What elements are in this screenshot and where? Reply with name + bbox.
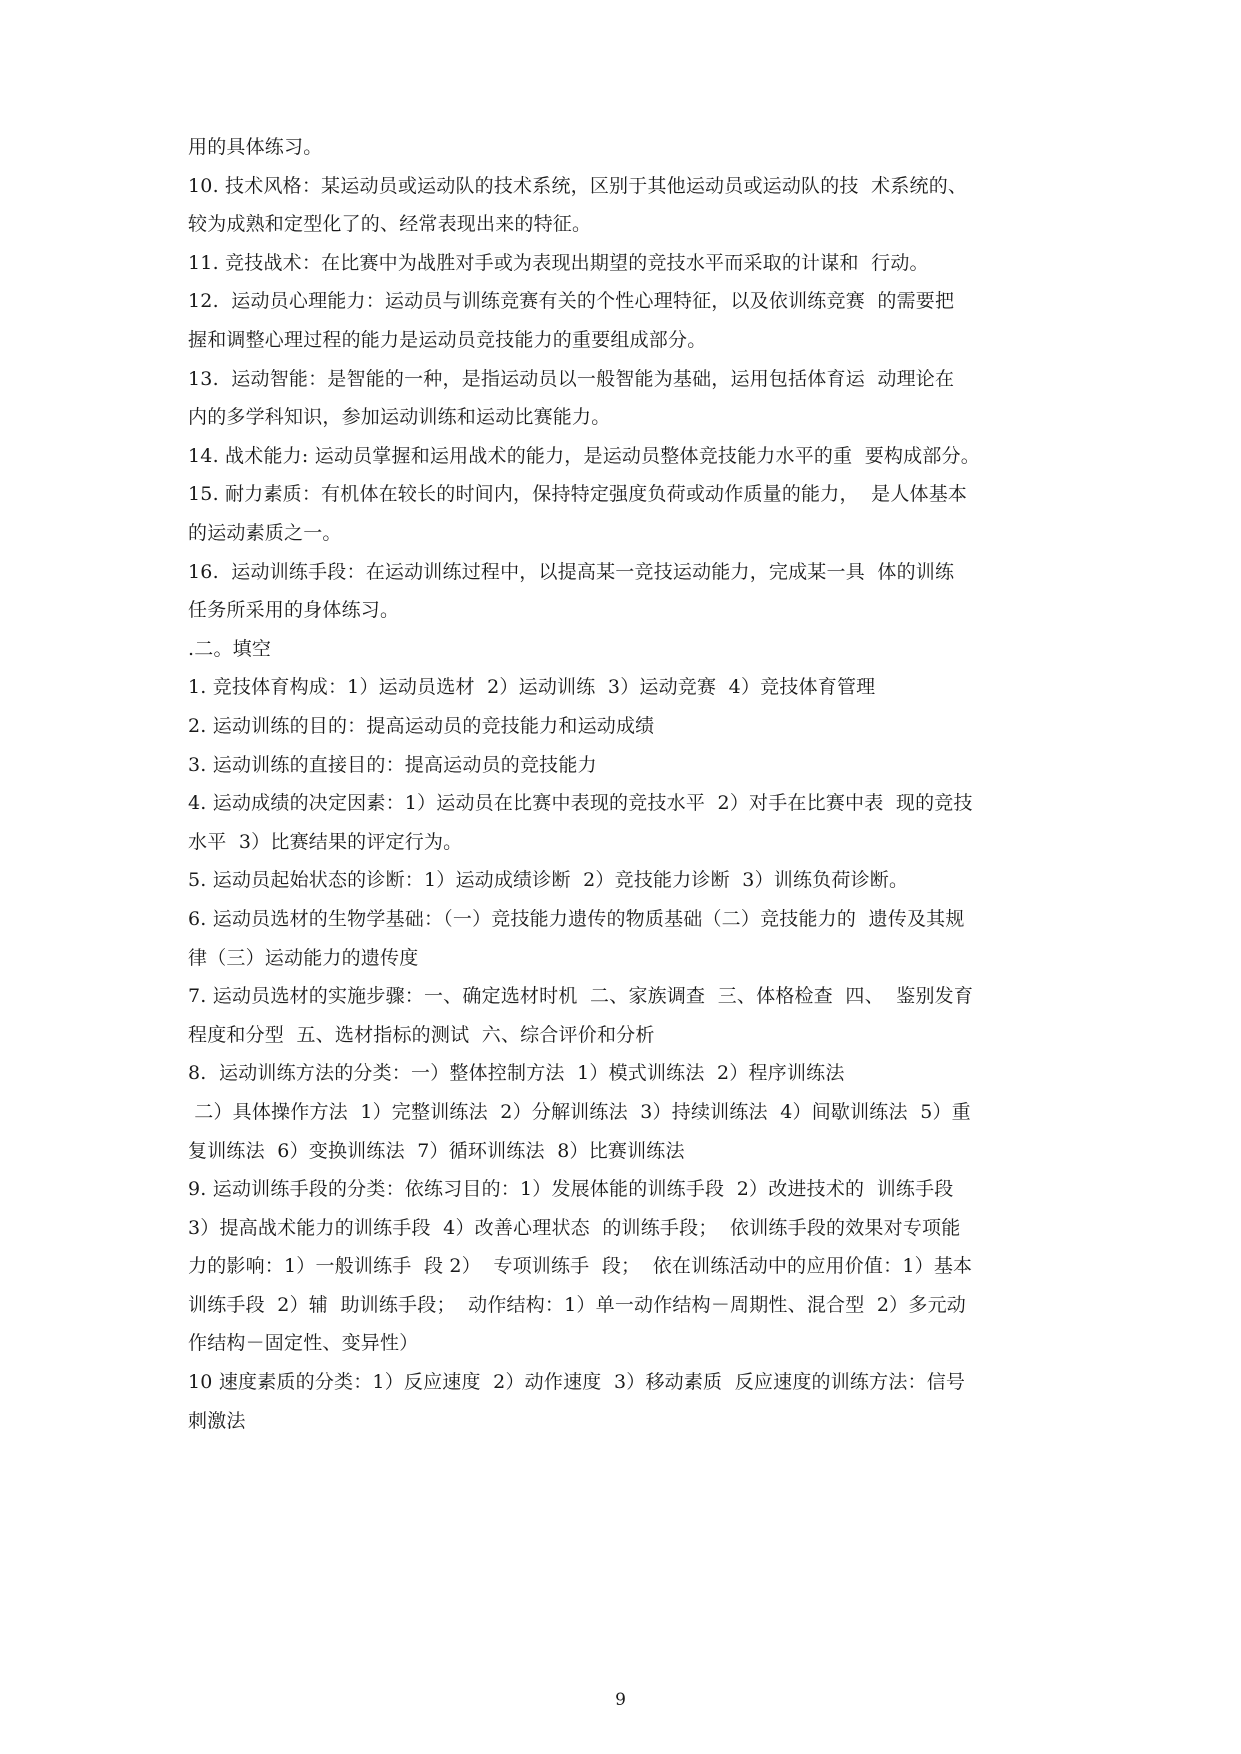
text-line: 12. 运动员心理能力：运动员与训练竞赛有关的个性心理特征，以及依训练竞赛 的需要把	[188, 290, 955, 312]
text-line: 律（三）运动能力的遗传度	[188, 947, 419, 969]
text-line: 水平 3）比赛结果的评定行为。	[188, 831, 463, 853]
text-line: 6. 运动员选材的生物学基础：（一）竞技能力遗传的物质基础（二）竞技能力的 遗传及其规	[188, 908, 965, 930]
text-line: 训练手段 2）辅 助训练手段； 动作结构：1）单一动作结构－周期性、混合型 2）多元动	[188, 1294, 966, 1316]
text-line: 任务所采用的身体练习。	[188, 599, 400, 621]
text-line: 握和调整心理过程的能力是运动员竞技能力的重要组成部分。	[188, 329, 707, 351]
text-line: 9. 运动训练手段的分类：依练习目的：1）发展体能的训练手段 2）改进技术的 训练手段	[188, 1178, 954, 1200]
text-line: 程度和分型 五、选材指标的测试 六、综合评价和分析	[188, 1024, 655, 1046]
text-line: 3）提高战术能力的训练手段 4）改善心理状态 的训练手段； 依训练手段的效果对专项能	[188, 1217, 961, 1239]
page-number: 9	[615, 1690, 626, 1710]
text-line: 11. 竞技战术：在比赛中为战胜对手或为表现出期望的竞技水平而采取的计谋和 行动。	[188, 252, 929, 274]
text-line: 15. 耐力素质：有机体在较长的时间内，保持特定强度负荷或动作质量的能力， 是人体基本	[188, 483, 968, 505]
text-line: 2. 运动训练的目的：提高运动员的竞技能力和运动成绩	[188, 715, 655, 737]
text-line: 二）具体操作方法 1）完整训练法 2）分解训练法 3）持续训练法 4）间歇训练法 5）重	[188, 1101, 971, 1123]
text-line: 力的影响：1）一般训练手 段 2） 专项训练手 段； 依在训练活动中的应用价值：1）基本	[188, 1255, 973, 1277]
text-line: 的运动素质之一。	[188, 522, 342, 544]
text-line: 较为成熟和定型化了的、经常表现出来的特征。	[188, 213, 592, 235]
text-line: 复训练法 6）变换训练法 7）循环训练法 8）比赛训练法	[188, 1140, 685, 1162]
text-line: 7. 运动员选材的实施步骤：一、确定选材时机 二、家族调查 三、体格检查 四、 鉴别发育	[188, 985, 974, 1007]
text-line: 3. 运动训练的直接目的：提高运动员的竞技能力	[188, 754, 597, 776]
text-line: 14. 战术能力: 运动员掌握和运用战术的能力，是运动员整体竞技能力水平的重 要构成部分。	[188, 445, 980, 467]
text-line: 内的多学科知识，参加运动训练和运动比赛能力。	[188, 406, 611, 428]
text-line: 10 速度素质的分类：1）反应速度 2）动作速度 3）移动素质 反应速度的训练方法：信号	[188, 1371, 966, 1393]
text-line: 5. 运动员起始状态的诊断：1）运动成绩诊断 2）竞技能力诊断 3）训练负荷诊断。	[188, 869, 909, 891]
section-heading: .二。填空	[188, 638, 272, 660]
text-line: 8. 运动训练方法的分类：一）整体控制方法 1）模式训练法 2）程序训练法	[188, 1062, 845, 1084]
text-line: 刺激法	[188, 1410, 246, 1432]
text-line: 作结构－固定性、变异性）	[188, 1332, 419, 1354]
text-line: 13. 运动智能：是智能的一种，是指运动员以一般智能为基础，运用包括体育运 动理论在	[188, 368, 955, 390]
text-line: 用的具体练习。	[188, 136, 323, 158]
text-line: 10. 技术风格：某运动员或运动队的技术系统，区别于其他运动员或运动队的技 术系统的、	[188, 175, 968, 197]
text-line: 16. 运动训练手段：在运动训练过程中，以提高某一竞技运动能力，完成某一具 体的训练	[188, 561, 955, 583]
text-line: 4. 运动成绩的决定因素：1）运动员在比赛中表现的竞技水平 2）对手在比赛中表 现的竞技	[188, 792, 973, 814]
text-line: 1. 竞技体育构成：1）运动员选材 2）运动训练 3）运动竞赛 4）竞技体育管理	[188, 676, 876, 698]
